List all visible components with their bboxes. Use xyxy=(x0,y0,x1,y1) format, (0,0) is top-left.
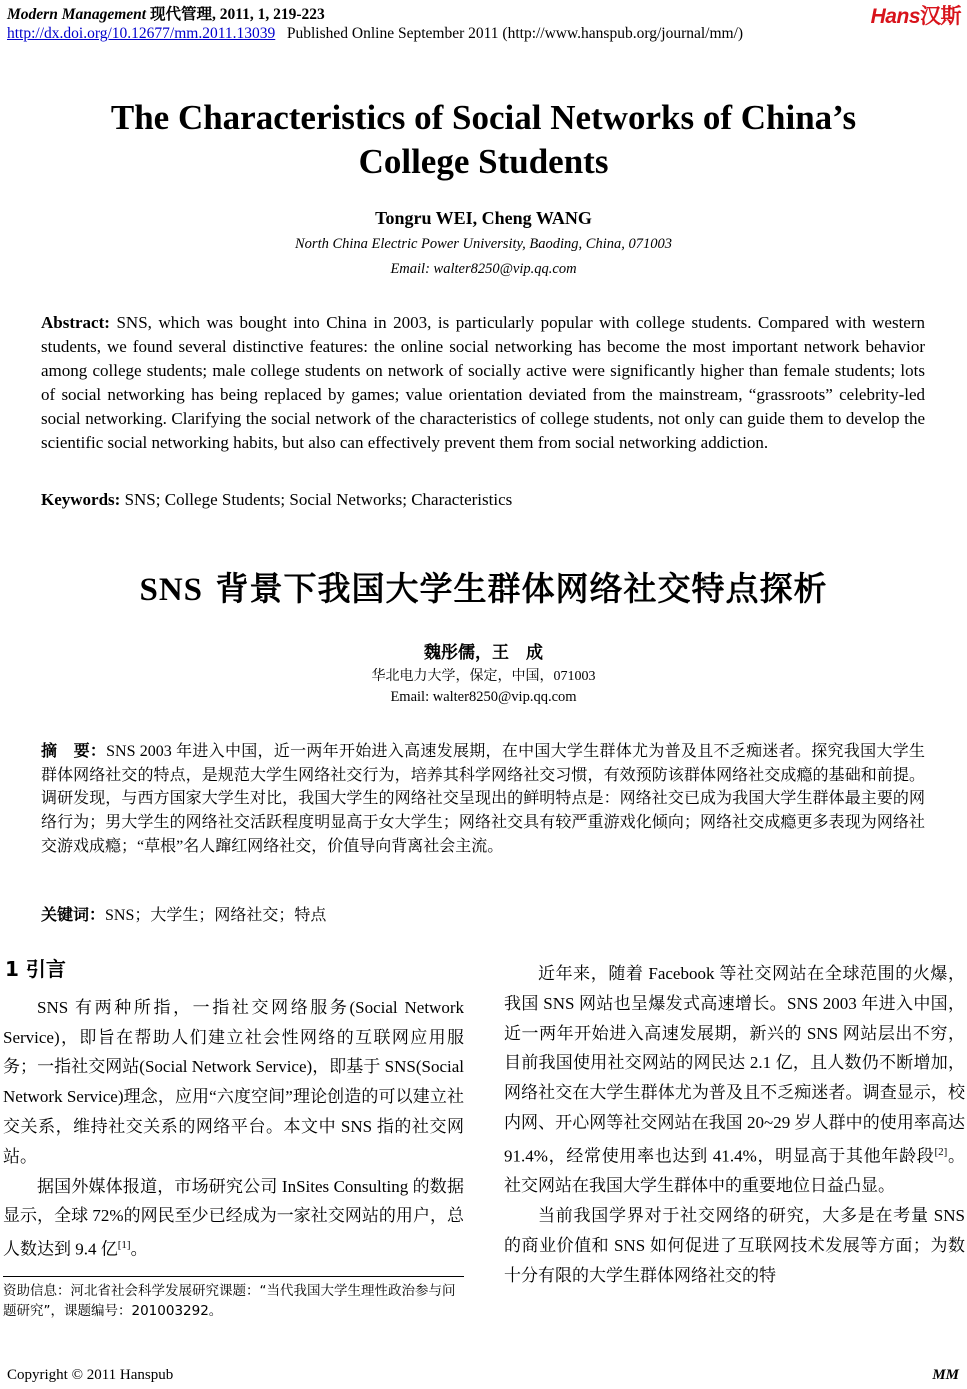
funding-footnote: 资助信息：河北省社会科学发展研究课题：“当代我国大学生理性政治参与问题研究”，课题编号：201003292。 xyxy=(3,1283,456,1319)
chinese-title: SNS 背景下我国大学生群体网络社交特点探析 xyxy=(139,569,828,608)
body-column-left xyxy=(3,955,464,1265)
chinese-abstract-text: SNS 2003 年进入中国，近一两年开始进入高速发展期，在中国大学生群体尤为普及且不乏痴迷者。探究我国大学生群体网络社交的特点，是规范大学生网络社交行为，培养其科学网络社交习惯，有效预防该群体网络社交成瘾的基础和前提。调研发现，与西方国家大学生对比，我国大学生的网络社交呈现出的鲜明特点是：网络社交已成为我国大学生群体最主要的网络行为；男大学生的网络社交活跃程度明显高于女大学生；网络社交具有较严重游戏化倾向；网络社交成瘾更多表现为网络社交游戏成瘾；“草根”名人蹿红网络社交，价值导向背离社会主流。 xyxy=(41,743,925,855)
published-info: Published Online September 2011 (http://www.hanspub.org/journal/mm/) xyxy=(286,25,744,42)
chinese-abstract-label: 摘 要： xyxy=(41,741,107,760)
doi-link[interactable]: http://dx.doi.org/10.12677/mm.2011.13039 xyxy=(7,25,276,42)
chinese-keywords-text: SNS；大学生；网络社交；特点 xyxy=(105,907,327,924)
keywords-text: SNS; College Students; Social Networks; Characteristics xyxy=(124,490,513,509)
english-abstract xyxy=(41,311,925,455)
chinese-abstract xyxy=(41,739,925,859)
body-column-right xyxy=(504,959,965,1290)
page-header xyxy=(7,2,962,43)
paragraph: 近年来，随着 Facebook 等社交网站在全球范围的火爆，我国 SNS 网站也呈爆发式高速增长。SNS 2003 年进入中国，近一两年开始进入高速发展期，新兴的 SNS 网站层出不穷，目前我国使用社交网站的网民达 2.1 亿，且人数仍不断增加，网络社交在大学生群体尤为普及且不乏痴迷者。调查显示，校内网、开心网等社交网站在我国 20~29 岁人群中的使用率高达 91.4%，经常使用率也达到 41.4%，明显高于其他年龄段[2]。社交网站在我国大学生群体中的重要地位日益凸显。 xyxy=(504,964,965,1196)
chinese-keywords xyxy=(41,902,925,925)
keywords-label: Keywords: xyxy=(41,490,121,509)
citation-ref[interactable]: [2] xyxy=(934,1145,948,1158)
chinese-affiliation: 华北电力大学，保定，中国，071003 xyxy=(371,669,596,684)
journal-citation: 现代管理, 2011, 1, 219-223 xyxy=(149,6,325,23)
english-email: Email: walter8250@vip.qq.com xyxy=(390,261,577,277)
english-title: The Characteristics of Social Networks of China’s College Students xyxy=(110,98,857,181)
hanspub-logo: Hans汉斯 xyxy=(870,5,961,28)
chinese-authors: 魏彤儒，王 成 xyxy=(424,643,543,663)
footer-journal: MM xyxy=(932,1367,959,1383)
chinese-email: Email: walter8250@vip.qq.com xyxy=(390,689,577,705)
footer-copyright: Copyright © 2011 Hanspub xyxy=(7,1367,174,1383)
english-keywords xyxy=(41,490,925,510)
abstract-label: Abstract: xyxy=(41,313,110,332)
section-heading: 1 引言 xyxy=(5,957,66,981)
footnote-divider xyxy=(3,1276,464,1277)
english-affiliation: North China Electric Power University, Baoding, China, 071003 xyxy=(295,236,672,252)
paragraph: 当前我国学界对于社交网络的研究，大多是在考量 SNS 的商业价值和 SNS 如何促进了互联网技术发展等方面；为数十分有限的大学生群体网络社交的特 xyxy=(504,1206,965,1285)
paragraph: 据国外媒体报道，市场研究公司 InSites Consulting 的数据显示，全球 72%的网民至少已经成为一家社交网站的用户，总人数达到 9.4 亿[1]。 xyxy=(3,1176,464,1259)
journal-name: Modern Management xyxy=(7,6,147,23)
paragraph: SNS 有两种所指，一指社交网络服务(Social Network Service)，即旨在帮助人们建立社会性网络的互联网应用服务；一指社交网站(Social Network Service)，即基于 SNS(Social Network Service)理念，应用“六度空间”理论创造的可以建立社交关系，维持社交关系的网络平台。本文中 SNS 指的社交网站。 xyxy=(3,997,464,1166)
abstract-text: SNS, which was bought into China in 2003, is particularly popular with college students. Compared with western students, we found several distinctive features: the online social networking has become the most important network behavior among college students; male college students on network of socially active were significantly higher than female students; lots of social networking has being replaced by games; value orientation deviated from the mainstream, “grassroots” celebrity-led social networking. Clarifying the social network of the characteristics of college students, not only can guide them to develop the scientific social networking habits, but also can effectively prevent them from social networking addiction. xyxy=(41,313,926,452)
chinese-keywords-label: 关键词： xyxy=(41,905,106,924)
citation-ref[interactable]: [1] xyxy=(117,1239,131,1252)
english-authors: Tongru WEI, Cheng WANG xyxy=(375,208,592,228)
